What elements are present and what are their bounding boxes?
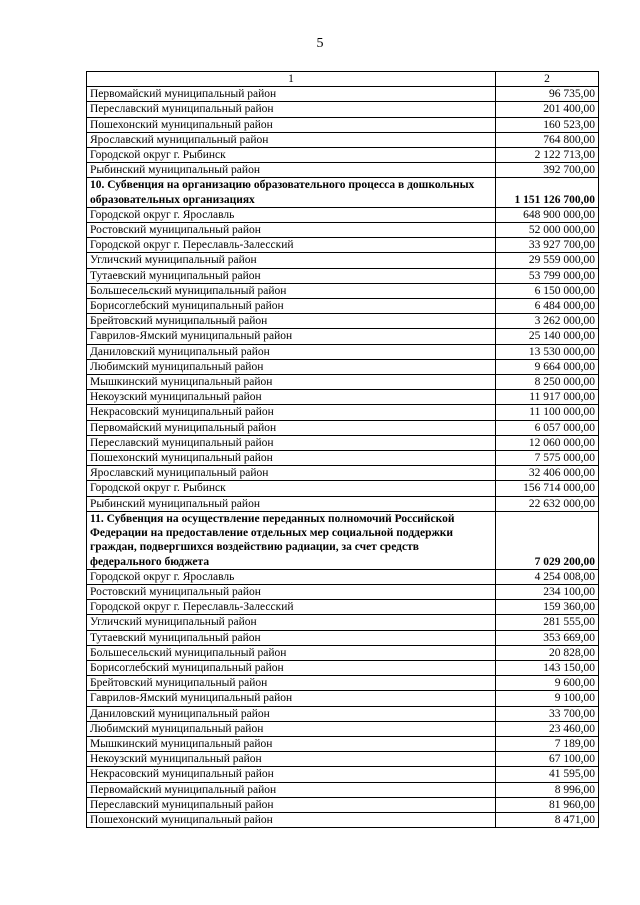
municipality-name: Брейтовский муниципальный район bbox=[87, 676, 496, 691]
table-row bbox=[87, 466, 599, 481]
amount-value: 53 799 000,00 bbox=[496, 268, 599, 283]
amount-value: 156 714 000,00 bbox=[496, 481, 599, 496]
municipality-name: Борисоглебский муниципальный район bbox=[87, 299, 496, 314]
municipality-name: Пошехонский муниципальный район bbox=[87, 117, 496, 132]
table-row bbox=[87, 645, 599, 660]
municipality-name: Ростовский муниципальный район bbox=[87, 223, 496, 238]
table-row bbox=[87, 797, 599, 812]
table-row bbox=[87, 390, 599, 405]
table-body bbox=[87, 72, 599, 828]
table-row bbox=[87, 87, 599, 102]
table-row bbox=[87, 569, 599, 584]
table-row bbox=[87, 268, 599, 283]
amount-value: 6 057 000,00 bbox=[496, 420, 599, 435]
table-row bbox=[87, 253, 599, 268]
amount-value: 52 000 000,00 bbox=[496, 223, 599, 238]
table-row bbox=[87, 584, 599, 599]
amount-value: 81 960,00 bbox=[496, 797, 599, 812]
section-title: 11. Субвенция на осуществление переданных полномочий Российской Федерации на предоставление отдельных мер социальной поддержки граждан, подвергшихся воздействию радиации, за счет средств федерального бюджета bbox=[87, 511, 496, 569]
section-header-row bbox=[87, 178, 599, 207]
municipality-name: Городской округ г. Рыбинск bbox=[87, 148, 496, 163]
municipality-name: Угличский муниципальный район bbox=[87, 615, 496, 630]
table-row bbox=[87, 691, 599, 706]
amount-value: 2 122 713,00 bbox=[496, 148, 599, 163]
table-row bbox=[87, 435, 599, 450]
amount-value: 41 595,00 bbox=[496, 767, 599, 782]
section-header-row bbox=[87, 511, 599, 569]
municipality-name: Борисоглебский муниципальный район bbox=[87, 660, 496, 675]
municipality-name: Большесельский муниципальный район bbox=[87, 283, 496, 298]
table-row bbox=[87, 615, 599, 630]
table-row bbox=[87, 812, 599, 827]
section-total: 1 151 126 700,00 bbox=[496, 178, 599, 207]
table-row bbox=[87, 496, 599, 511]
table-row bbox=[87, 207, 599, 222]
municipality-name: Ростовский муниципальный район bbox=[87, 584, 496, 599]
municipality-name: Тутаевский муниципальный район bbox=[87, 630, 496, 645]
municipality-name: Городской округ г. Переславль-Залесский bbox=[87, 600, 496, 615]
table-row bbox=[87, 148, 599, 163]
table-row bbox=[87, 736, 599, 751]
table-row bbox=[87, 102, 599, 117]
table-row bbox=[87, 630, 599, 645]
amount-value: 9 600,00 bbox=[496, 676, 599, 691]
table-row bbox=[87, 314, 599, 329]
amount-value: 4 254 008,00 bbox=[496, 569, 599, 584]
table-row bbox=[87, 163, 599, 178]
municipality-name: Пошехонский муниципальный район bbox=[87, 812, 496, 827]
municipality-name: Переславский муниципальный район bbox=[87, 102, 496, 117]
municipality-name: Первомайский муниципальный район bbox=[87, 782, 496, 797]
amount-value: 13 530 000,00 bbox=[496, 344, 599, 359]
table-row bbox=[87, 676, 599, 691]
table-row bbox=[87, 375, 599, 390]
amount-value: 25 140 000,00 bbox=[496, 329, 599, 344]
municipality-name: Брейтовский муниципальный район bbox=[87, 314, 496, 329]
section-total: 7 029 200,00 bbox=[496, 511, 599, 569]
municipality-name: Даниловский муниципальный район bbox=[87, 706, 496, 721]
amount-value: 3 262 000,00 bbox=[496, 314, 599, 329]
table-row bbox=[87, 344, 599, 359]
table-row bbox=[87, 451, 599, 466]
amount-value: 22 632 000,00 bbox=[496, 496, 599, 511]
amount-value: 159 360,00 bbox=[496, 600, 599, 615]
municipality-name: Пошехонский муниципальный район bbox=[87, 451, 496, 466]
municipality-name: Первомайский муниципальный район bbox=[87, 87, 496, 102]
amount-value: 20 828,00 bbox=[496, 645, 599, 660]
table-row bbox=[87, 283, 599, 298]
amount-value: 8 996,00 bbox=[496, 782, 599, 797]
amount-value: 201 400,00 bbox=[496, 102, 599, 117]
municipality-name: Городской округ г. Ярославль bbox=[87, 569, 496, 584]
amount-value: 12 060 000,00 bbox=[496, 435, 599, 450]
subvention-table bbox=[86, 71, 599, 828]
table-row bbox=[87, 299, 599, 314]
amount-value: 648 900 000,00 bbox=[496, 207, 599, 222]
municipality-name: Рыбинский муниципальный район bbox=[87, 163, 496, 178]
table-row bbox=[87, 238, 599, 253]
amount-value: 7 189,00 bbox=[496, 736, 599, 751]
amount-value: 32 406 000,00 bbox=[496, 466, 599, 481]
municipality-name: Переславский муниципальный район bbox=[87, 797, 496, 812]
municipality-name: Большесельский муниципальный район bbox=[87, 645, 496, 660]
amount-value: 67 100,00 bbox=[496, 752, 599, 767]
municipality-name: Некоузский муниципальный район bbox=[87, 752, 496, 767]
table-row bbox=[87, 660, 599, 675]
municipality-name: Городской округ г. Рыбинск bbox=[87, 481, 496, 496]
amount-value: 33 700,00 bbox=[496, 706, 599, 721]
amount-value: 9 100,00 bbox=[496, 691, 599, 706]
municipality-name: Рыбинский муниципальный район bbox=[87, 496, 496, 511]
page-number: 5 bbox=[316, 36, 324, 51]
table-row bbox=[87, 132, 599, 147]
table-row bbox=[87, 752, 599, 767]
amount-value: 234 100,00 bbox=[496, 584, 599, 599]
amount-value: 8 250 000,00 bbox=[496, 375, 599, 390]
municipality-name: Некоузский муниципальный район bbox=[87, 390, 496, 405]
table-row bbox=[87, 420, 599, 435]
municipality-name: Некрасовский муниципальный район bbox=[87, 405, 496, 420]
municipality-name: Гаврилов-Ямский муниципальный район bbox=[87, 691, 496, 706]
amount-value: 9 664 000,00 bbox=[496, 359, 599, 374]
municipality-name: Мышкинский муниципальный район bbox=[87, 375, 496, 390]
amount-value: 143 150,00 bbox=[496, 660, 599, 675]
column-header-2: 2 bbox=[496, 72, 599, 87]
table-row bbox=[87, 405, 599, 420]
municipality-name: Первомайский муниципальный район bbox=[87, 420, 496, 435]
amount-value: 392 700,00 bbox=[496, 163, 599, 178]
amount-value: 6 150 000,00 bbox=[496, 283, 599, 298]
municipality-name: Ярославский муниципальный район bbox=[87, 132, 496, 147]
amount-value: 96 735,00 bbox=[496, 87, 599, 102]
amount-value: 764 800,00 bbox=[496, 132, 599, 147]
municipality-name: Угличский муниципальный район bbox=[87, 253, 496, 268]
table-header-row bbox=[87, 72, 599, 87]
amount-value: 353 669,00 bbox=[496, 630, 599, 645]
table-row bbox=[87, 329, 599, 344]
table-row bbox=[87, 223, 599, 238]
municipality-name: Городской округ г. Ярославль bbox=[87, 207, 496, 222]
amount-value: 23 460,00 bbox=[496, 721, 599, 736]
table-row bbox=[87, 600, 599, 615]
municipality-name: Некрасовский муниципальный район bbox=[87, 767, 496, 782]
municipality-name: Мышкинский муниципальный район bbox=[87, 736, 496, 751]
municipality-name: Тутаевский муниципальный район bbox=[87, 268, 496, 283]
municipality-name: Городской округ г. Переславль-Залесский bbox=[87, 238, 496, 253]
table-row bbox=[87, 767, 599, 782]
amount-value: 160 523,00 bbox=[496, 117, 599, 132]
amount-value: 7 575 000,00 bbox=[496, 451, 599, 466]
section-title: 10. Субвенция на организацию образовательного процесса в дошкольных образовательных организациях bbox=[87, 178, 496, 207]
table-row bbox=[87, 117, 599, 132]
amount-value: 6 484 000,00 bbox=[496, 299, 599, 314]
amount-value: 33 927 700,00 bbox=[496, 238, 599, 253]
table-row bbox=[87, 359, 599, 374]
amount-value: 8 471,00 bbox=[496, 812, 599, 827]
table-row bbox=[87, 481, 599, 496]
table-row bbox=[87, 721, 599, 736]
amount-value: 29 559 000,00 bbox=[496, 253, 599, 268]
municipality-name: Ярославский муниципальный район bbox=[87, 466, 496, 481]
municipality-name: Любимский муниципальный район bbox=[87, 721, 496, 736]
amount-value: 11 917 000,00 bbox=[496, 390, 599, 405]
municipality-name: Любимский муниципальный район bbox=[87, 359, 496, 374]
table-row bbox=[87, 782, 599, 797]
table-row bbox=[87, 706, 599, 721]
amount-value: 11 100 000,00 bbox=[496, 405, 599, 420]
municipality-name: Переславский муниципальный район bbox=[87, 435, 496, 450]
column-header-1: 1 bbox=[87, 72, 496, 87]
amount-value: 281 555,00 bbox=[496, 615, 599, 630]
municipality-name: Гаврилов-Ямский муниципальный район bbox=[87, 329, 496, 344]
municipality-name: Даниловский муниципальный район bbox=[87, 344, 496, 359]
